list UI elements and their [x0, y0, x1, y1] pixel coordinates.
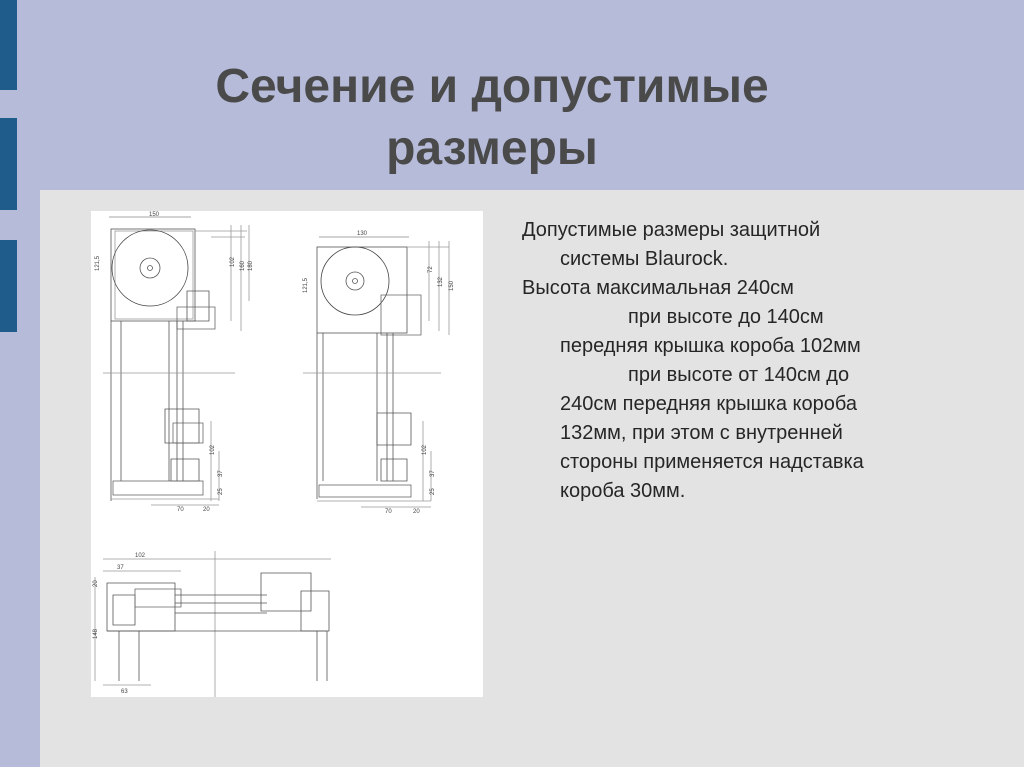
dim-left-r3: 180 [248, 260, 254, 271]
dim-right-l3: 25 [430, 488, 436, 495]
text-line: стороны применяется надставка [560, 451, 864, 473]
dim-right-r3: 150 [449, 280, 455, 291]
dim-right-b1: 70 [385, 509, 392, 515]
drawing-svg [91, 211, 483, 697]
text-line: короба 30мм. [560, 480, 686, 502]
dim-right-l1: 102 [422, 444, 428, 455]
dim-right-l2: 37 [430, 470, 436, 477]
dim-right-r2: 132 [438, 276, 444, 287]
left-section-drawing [103, 217, 249, 505]
text-line: Высота максимальная 240см [522, 277, 794, 299]
text-line: при высоте от 140см до [628, 364, 850, 386]
technical-drawing [91, 211, 483, 697]
dim-plan-t1: 102 [135, 553, 146, 559]
paragraph-height-details [522, 274, 992, 506]
dim-left-height: 121,5 [95, 255, 101, 271]
paragraph-sizes-intro [522, 216, 992, 274]
right-section-drawing [303, 237, 449, 507]
text-line: передняя крышка короба 102мм [560, 335, 861, 357]
text-line: 132мм, при этом с внутренней [560, 422, 843, 444]
title-line-1: Сечение и допустимые [215, 60, 769, 113]
left-band [0, 0, 40, 767]
dim-right-r1: 72 [428, 266, 434, 273]
dim-left-r2: 160 [240, 260, 246, 271]
dim-left-l3: 25 [218, 488, 224, 495]
dim-plan-b1: 63 [121, 689, 128, 695]
dim-plan-t2: 37 [117, 565, 124, 571]
dim-left-b2: 20 [203, 507, 210, 513]
dim-right-b2: 20 [413, 509, 420, 515]
text-line: Допустимые размеры защитной [522, 219, 821, 241]
slide-title [40, 56, 944, 180]
dim-left-top: 150 [149, 212, 160, 218]
dim-left-b1: 70 [177, 507, 184, 513]
slide-body-text [522, 216, 992, 506]
dim-plan-l1: 20 [93, 580, 99, 587]
dim-left-l1: 102 [210, 444, 216, 455]
dim-right-height: 121,5 [303, 277, 309, 293]
plan-section-drawing [95, 551, 331, 697]
title-line-2: размеры [386, 122, 598, 175]
text-line: 240см передняя крышка короба [560, 393, 857, 415]
accent-mark-1 [0, 0, 17, 90]
accent-mark-3 [0, 240, 17, 332]
text-line: системы Blaurock. [560, 248, 729, 270]
text-line: при высоте до 140см [628, 306, 824, 328]
dim-right-top: 130 [357, 231, 368, 237]
dim-left-l2: 37 [218, 470, 224, 477]
dim-left-r1: 102 [230, 256, 236, 267]
dim-plan-l2: 148 [93, 628, 99, 639]
accent-mark-2 [0, 118, 17, 210]
